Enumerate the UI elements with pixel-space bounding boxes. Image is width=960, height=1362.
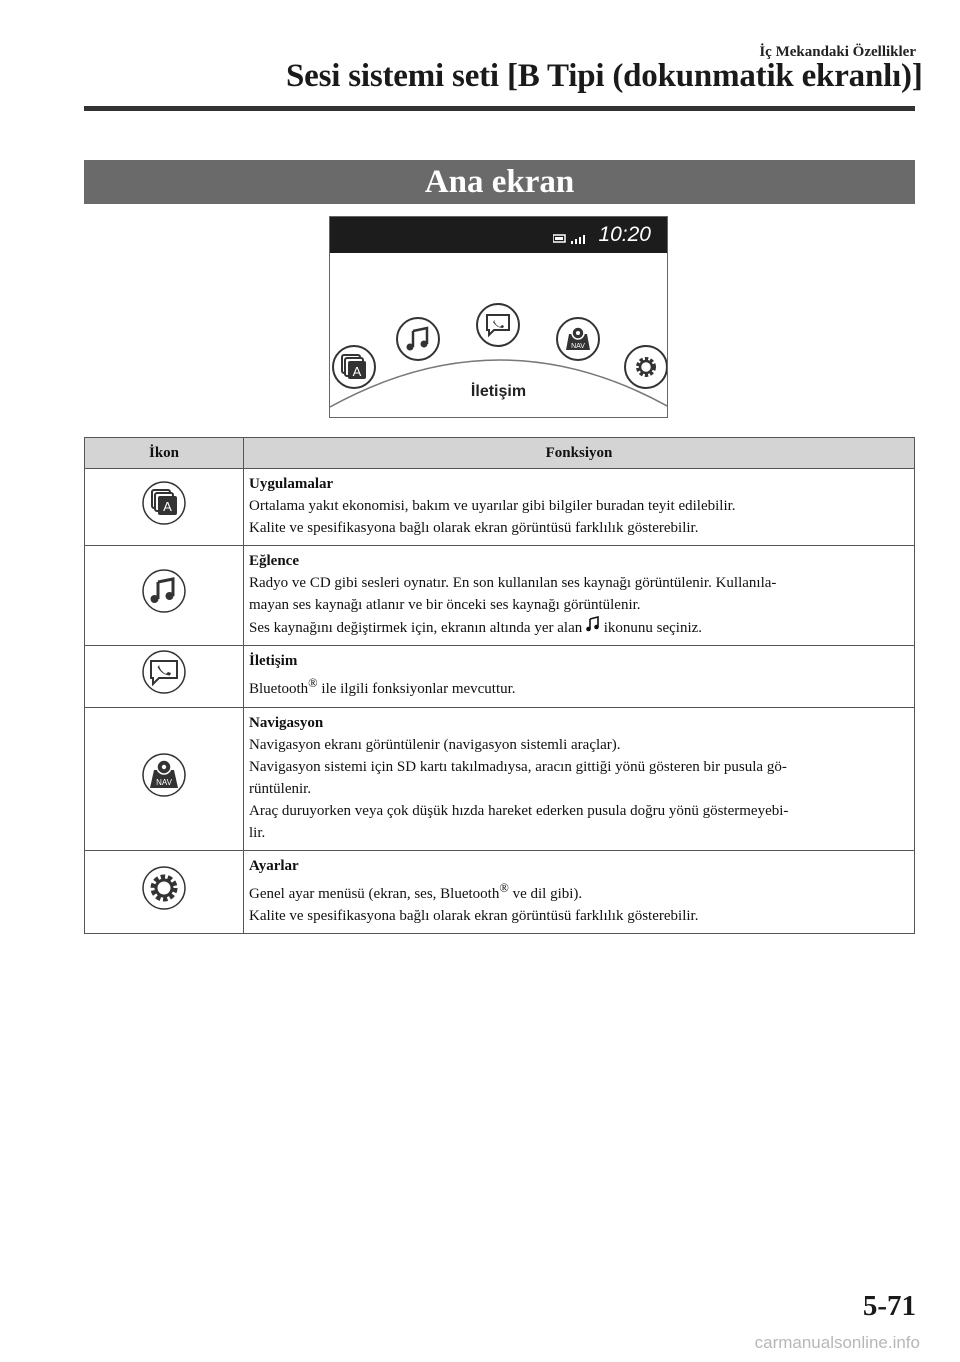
status-bar — [330, 217, 667, 253]
table-row — [85, 646, 915, 708]
row-title: Ayarlar — [249, 858, 299, 874]
column-header-function: Fonksiyon — [244, 438, 915, 469]
row-title: Uygulamalar — [249, 476, 334, 492]
row-text-part: ile ilgili fonksiyonlar mevcuttur. — [317, 681, 516, 697]
table-header-row — [85, 438, 915, 469]
svg-text:A: A — [352, 364, 362, 379]
function-table — [84, 437, 915, 934]
header-section: İç Mekandaki Özellikler — [759, 44, 916, 60]
svg-text:NAV: NAV — [571, 343, 585, 350]
column-header-icon: İkon — [85, 438, 244, 469]
row-text-part: ve dil gibi). — [508, 886, 583, 902]
registered-mark: ® — [499, 881, 509, 895]
svg-text:NAV: NAV — [156, 777, 172, 787]
header-rule — [84, 106, 915, 111]
clock: 10:20 — [598, 223, 651, 246]
row-text: Kalite ve spesifikasyona bağlı olarak ekran görüntüsü farklılık gösterebilir. — [249, 908, 699, 924]
settings-icon — [142, 866, 186, 910]
row-text: lir. — [249, 825, 266, 841]
table-row — [85, 469, 915, 546]
row-title: Navigasyon — [249, 715, 324, 731]
music-note-icon — [586, 620, 604, 636]
row-text: Navigasyon sistemi için SD kartı takılmadıysa, aracın gittiği yönü gösteren bir pusula gö- — [249, 759, 787, 775]
communication-icon — [142, 650, 186, 694]
page-title: Sesi sistemi seti [B Tipi (dokunmatik ekranlı)] — [286, 58, 923, 94]
row-text: Araç duruyorken veya çok düşük hızda hareket ederken pusula doğru yönü göstermeyebi- — [249, 803, 789, 819]
entertainment-icon[interactable] — [396, 317, 440, 361]
row-text: rüntülenir. — [249, 781, 312, 797]
table-row — [85, 851, 915, 934]
row-text: Ortalama yakıt ekonomisi, bakım ve uyarılar gibi bilgiler buradan teyit edilebilir. — [249, 498, 736, 514]
row-text-part: Bluetooth — [249, 681, 309, 697]
registered-mark: ® — [308, 676, 318, 690]
navigation-icon — [142, 753, 186, 797]
navigation-icon[interactable] — [556, 317, 600, 361]
row-text: Kalite ve spesifikasyona bağlı olarak ekran görüntüsü farklılık gösterebilir. — [249, 520, 699, 536]
table-row — [85, 546, 915, 646]
svg-text:A: A — [163, 498, 172, 514]
applications-icon — [142, 481, 186, 525]
row-text — [249, 672, 909, 700]
entertainment-icon — [142, 569, 186, 613]
row-title: Eğlence — [249, 553, 299, 569]
row-text: mayan ses kaynağı atlanır ve bir önceki ses kaynağı görüntülenir. — [249, 597, 641, 613]
row-text: Radyo ve CD gibi sesleri oynatır. En son kullanılan ses kaynağı görüntülenir. Kullanıla- — [249, 575, 777, 591]
row-text — [249, 877, 909, 905]
page-number: 5-71 — [862, 1290, 916, 1322]
section-banner: Ana ekran — [84, 160, 915, 204]
watermark: carmanualsonline.info — [754, 1333, 920, 1352]
communication-icon[interactable] — [476, 303, 520, 347]
row-title: İletişim — [249, 653, 298, 669]
screen-label: İletişim — [470, 383, 527, 400]
status-icons — [553, 231, 589, 249]
row-text: Navigasyon ekranı görüntülenir (navigasyon sistemli araçlar). — [249, 737, 621, 753]
row-text-part: ikonunu seçiniz. — [603, 620, 703, 636]
table-row — [85, 708, 915, 851]
row-text — [249, 616, 909, 639]
row-text-part: Ses kaynağını değiştirmek için, ekranın altında yer alan — [249, 620, 583, 636]
home-screen-illustration — [329, 216, 668, 418]
row-text-part: Genel ayar menüsü (ekran, ses, Bluetooth — [249, 886, 500, 902]
